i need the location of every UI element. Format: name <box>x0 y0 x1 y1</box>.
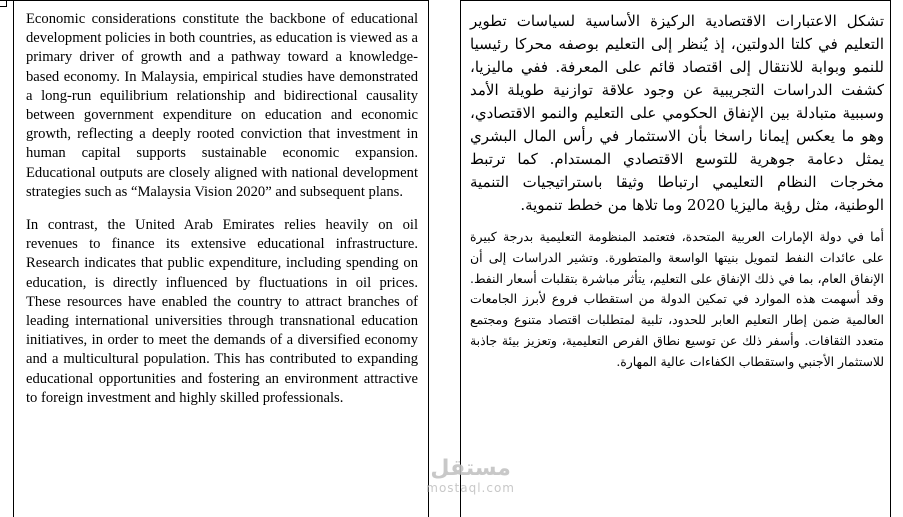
watermark-latin-text: mostaql.com <box>426 481 515 495</box>
watermark-arabic-logo: مستقل <box>430 456 511 481</box>
mostaql-watermark <box>426 457 515 495</box>
arabic-paragraph-2: أما في دولة الإمارات العربية المتحدة، فتعتمد المنظومة التعليمية بدرجة كبيرة على عائدات النفط لتمويل بنيتها الواسعة والمتطورة. وتشير الدراسات إلى أن الإنفاق العام، بما في ذلك الإنفاق على التعليم، يتأثر مباشرة بتقلبات أسعار النفط. وقد أسهمت هذه الموارد في تمكين الدولة من استقطاب فروع لأبرز الجامعات العالمية ضمن إطار التعليم العابر للحدود، تلبية لمتطلبات اقتصاد متنوع ومجتمع متعدد الثقافات. وأسفر ذلك عن توسيع نطاق الفرص التعليمية، وتعزيز بيئة جاذبة للاستثمار الأجنبي واستقطاب الكفاءات عالية المهارة. <box>470 229 884 369</box>
english-paragraph-2: In contrast, the United Arab Emirates relies heavily on oil revenues to finance its extensive educational infrastructure. Research indicates that public expenditure, including spending on education, is directly influenced by fluctuations in oil prices. These resources have enabled the country to attract branches of leading international universities through transnational education initiatives, in order to meet the demands of a diversified economy and a multicultural population. This has contributed to expanding educational opportunities and fostering an environment attractive to foreign investment and highly skilled professionals. <box>26 217 418 406</box>
english-column <box>26 10 418 422</box>
arabic-paragraph-1: تشكل الاعتبارات الاقتصادية الركيزة الأساسية لسياسات تطوير التعليم في كلتا الدولتين، إذ يُنظر إلى التعليم بوصفه محركا رئيسيا للنمو وبوابة للانتقال إلى اقتصاد قائم على المعرفة. ففي ماليزيا، كشفت الدراسات التجريبية عن وجود علاقة توازنية طويلة الأمد وسببية متبادلة بين الإنفاق الحكومي على التعليم والنمو الاقتصادي، وهو ما يعكس إيمانا راسخا بأن الاستثمار في رأس المال البشري يمثل دعامة جوهرية للتوسع الاقتصادي المستدام. كما ترتبط مخرجات النظام التعليمي ارتباطا وثيقا باستراتيجيات التنمية الوطنية، مثل رؤية ماليزيا 2020 وما تلاها من خطط تنموية. <box>470 12 884 214</box>
english-paragraph-1: Economic considerations constitute the backbone of educational development policies in both countries, as education is viewed as a primary driver of growth and a pathway toward a knowledge-based economy. In Malaysia, empirical studies have demonstrated a long-run equilibrium relationship and bidirectional causality between government expenditure on education and economic growth, reflecting a deeply rooted conviction that investment in human capital supports sustainable economic expansion. Educational outputs are closely aligned with national development strategies such as “Malaysia Vision 2020” and subsequent plans. <box>26 11 418 200</box>
arabic-column <box>470 10 884 373</box>
page-corner-mark <box>0 0 7 7</box>
